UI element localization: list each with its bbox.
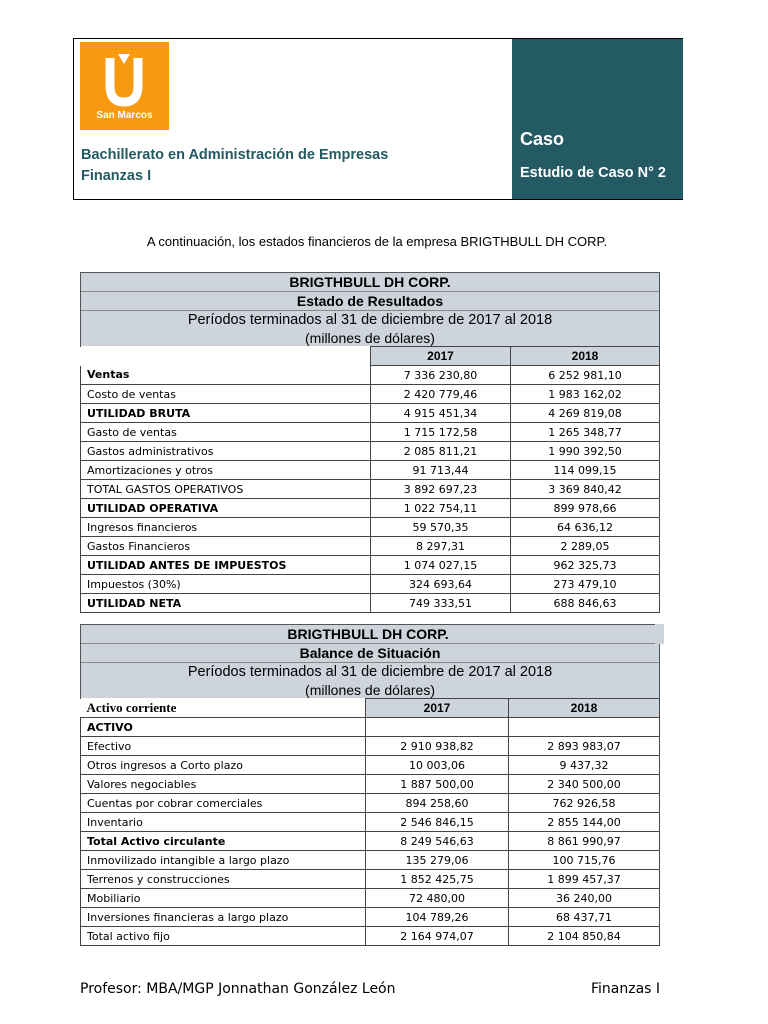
- row-label: Otros ingresos a Corto plazo: [81, 756, 366, 775]
- table-row: [81, 575, 660, 594]
- balance-units: (millones de dólares): [81, 682, 660, 699]
- row-label: Gasto de ventas: [81, 423, 371, 442]
- row-value-2017: 324 693,64: [371, 575, 511, 594]
- program-line-2: Finanzas I: [81, 168, 152, 184]
- row-value-2018: 688 846,63: [511, 594, 660, 613]
- table-row: [81, 537, 660, 556]
- row-value-2018: 2 340 500,00: [509, 775, 660, 794]
- table-row: [81, 870, 660, 889]
- income-company: BRIGTHBULL DH CORP.: [81, 273, 660, 292]
- table-row: [81, 366, 660, 385]
- row-value-2018: 8 861 990,97: [509, 832, 660, 851]
- logo-text: San Marcos: [96, 110, 153, 121]
- row-value-2018: 4 269 819,08: [511, 404, 660, 423]
- row-value-2017: 8 249 546,63: [366, 832, 509, 851]
- row-value-2017: 894 258,60: [366, 794, 509, 813]
- row-value-2018: 762 926,58: [509, 794, 660, 813]
- table-row: [81, 813, 660, 832]
- income-year-2018: 2018: [511, 347, 660, 366]
- row-value-2017: 749 333,51: [371, 594, 511, 613]
- row-value-2017: 1 715 172,58: [371, 423, 511, 442]
- row-value-2018: 1 265 348,77: [511, 423, 660, 442]
- balance-year-2018: 2018: [509, 699, 660, 718]
- row-label: UTILIDAD NETA: [81, 594, 371, 613]
- balance-empty-cell: [509, 718, 660, 737]
- table-row: [81, 556, 660, 575]
- row-value-2018: 2 855 144,00: [509, 813, 660, 832]
- row-value-2018: 64 636,12: [511, 518, 660, 537]
- row-value-2017: 4 915 451,34: [371, 404, 511, 423]
- program-line-1: Bachillerato en Administración de Empresas: [81, 147, 389, 163]
- row-value-2017: 3 892 697,23: [371, 480, 511, 499]
- intro-text: A continuación, los estados financieros de la empresa BRIGTHBULL DH CORP.: [146, 234, 608, 249]
- row-value-2018: 114 099,15: [511, 461, 660, 480]
- row-value-2017: 10 003,06: [366, 756, 509, 775]
- row-value-2018: 36 240,00: [509, 889, 660, 908]
- table-row: [81, 927, 660, 946]
- row-value-2017: 1 852 425,75: [366, 870, 509, 889]
- table-row: [81, 404, 660, 423]
- logo-u-icon: [80, 42, 169, 110]
- footer-course: Finanzas I: [591, 981, 661, 997]
- row-value-2017: 59 570,35: [371, 518, 511, 537]
- row-value-2017: 104 789,26: [366, 908, 509, 927]
- row-label: Valores negociables: [81, 775, 366, 794]
- row-label: TOTAL GASTOS OPERATIVOS: [81, 480, 371, 499]
- row-label: Ingresos financieros: [81, 518, 371, 537]
- table-row: [81, 385, 660, 404]
- balance-title: Balance de Situación: [81, 644, 660, 663]
- row-label: UTILIDAD ANTES DE IMPUESTOS: [81, 556, 371, 575]
- row-label: Mobiliario: [81, 889, 366, 908]
- income-period: Períodos terminados al 31 de diciembre de 2017 al 2018: [81, 311, 660, 330]
- row-value-2018: 273 479,10: [511, 575, 660, 594]
- table-row: [81, 442, 660, 461]
- row-value-2017: 1 074 027,15: [371, 556, 511, 575]
- table-row: [81, 794, 660, 813]
- header-left-panel: [74, 39, 512, 199]
- table-row: [81, 737, 660, 756]
- income-label-header: [81, 347, 371, 366]
- row-label: Inversiones financieras a largo plazo: [81, 908, 366, 927]
- row-value-2017: 2 164 974,07: [366, 927, 509, 946]
- row-value-2018: 68 437,71: [509, 908, 660, 927]
- footer-professor: Profesor: MBA/MGP Jonnathan González León: [80, 981, 396, 997]
- row-value-2018: 3 369 840,42: [511, 480, 660, 499]
- income-units: (millones de dólares): [81, 330, 660, 347]
- san-marcos-logo: [80, 42, 169, 130]
- row-value-2017: 1 887 500,00: [366, 775, 509, 794]
- balance-subsection: ACTIVO: [81, 718, 366, 737]
- table-row: [81, 594, 660, 613]
- income-year-2017: 2017: [371, 347, 511, 366]
- case-title: Estudio de Caso N° 2: [520, 165, 666, 181]
- balance-sheet-table: [80, 624, 664, 946]
- row-value-2018: 962 325,73: [511, 556, 660, 575]
- balance-year-2017: 2017: [366, 699, 509, 718]
- row-label: Impuestos (30%): [81, 575, 371, 594]
- row-value-2017: 72 480,00: [366, 889, 509, 908]
- row-value-2017: 91 713,44: [371, 461, 511, 480]
- table-row: [81, 908, 660, 927]
- income-title: Estado de Resultados: [81, 292, 660, 311]
- row-value-2018: 2 289,05: [511, 537, 660, 556]
- row-value-2018: 1 990 392,50: [511, 442, 660, 461]
- row-label: Cuentas por cobrar comerciales: [81, 794, 366, 813]
- row-label: Efectivo: [81, 737, 366, 756]
- table-row: [81, 775, 660, 794]
- row-value-2018: 6 252 981,10: [511, 366, 660, 385]
- table-row: [81, 889, 660, 908]
- table-row: [81, 480, 660, 499]
- balance-company: BRIGTHBULL DH CORP.: [81, 625, 660, 644]
- row-label: Costo de ventas: [81, 385, 371, 404]
- row-value-2018: 1 899 457,37: [509, 870, 660, 889]
- case-label: Caso: [520, 129, 565, 149]
- row-value-2018: 899 978,66: [511, 499, 660, 518]
- row-value-2017: 2 420 779,46: [371, 385, 511, 404]
- table-row: [81, 423, 660, 442]
- row-value-2017: 2 546 846,15: [366, 813, 509, 832]
- program-title: [81, 147, 388, 189]
- row-label: Terrenos y construcciones: [81, 870, 366, 889]
- row-value-2017: 7 336 230,80: [371, 366, 511, 385]
- row-value-2018: 1 983 162,02: [511, 385, 660, 404]
- balance-empty-cell: [366, 718, 509, 737]
- row-label: Inventario: [81, 813, 366, 832]
- table-row: [81, 461, 660, 480]
- row-label: Total activo fijo: [81, 927, 366, 946]
- income-statement-table: [80, 272, 660, 613]
- row-value-2018: 100 715,76: [509, 851, 660, 870]
- row-value-2018: 2 893 983,07: [509, 737, 660, 756]
- income-rows: [81, 366, 660, 613]
- row-label: Inmovilizado intangible a largo plazo: [81, 851, 366, 870]
- row-value-2017: 8 297,31: [371, 537, 511, 556]
- row-value-2017: 2 085 811,21: [371, 442, 511, 461]
- table-row: [81, 851, 660, 870]
- row-label: Gastos Financieros: [81, 537, 371, 556]
- row-value-2017: 2 910 938,82: [366, 737, 509, 756]
- table-row: [81, 518, 660, 537]
- balance-period: Períodos terminados al 31 de diciembre de 2017 al 2018: [81, 663, 660, 682]
- document-header: [73, 38, 683, 200]
- row-label: UTILIDAD OPERATIVA: [81, 499, 371, 518]
- row-value-2017: 1 022 754,11: [371, 499, 511, 518]
- table-row: [81, 832, 660, 851]
- row-label: Ventas: [81, 366, 371, 385]
- row-value-2018: 2 104 850,84: [509, 927, 660, 946]
- row-label: Amortizaciones y otros: [81, 461, 371, 480]
- row-value-2018: 9 437,32: [509, 756, 660, 775]
- balance-section: Activo corriente: [81, 699, 366, 718]
- row-value-2017: 135 279,06: [366, 851, 509, 870]
- balance-rows: [81, 737, 660, 946]
- table-row: [81, 499, 660, 518]
- row-label: UTILIDAD BRUTA: [81, 404, 371, 423]
- row-label: Gastos administrativos: [81, 442, 371, 461]
- case-panel: [512, 39, 683, 199]
- table-row: [81, 756, 660, 775]
- row-label: Total Activo circulante: [81, 832, 366, 851]
